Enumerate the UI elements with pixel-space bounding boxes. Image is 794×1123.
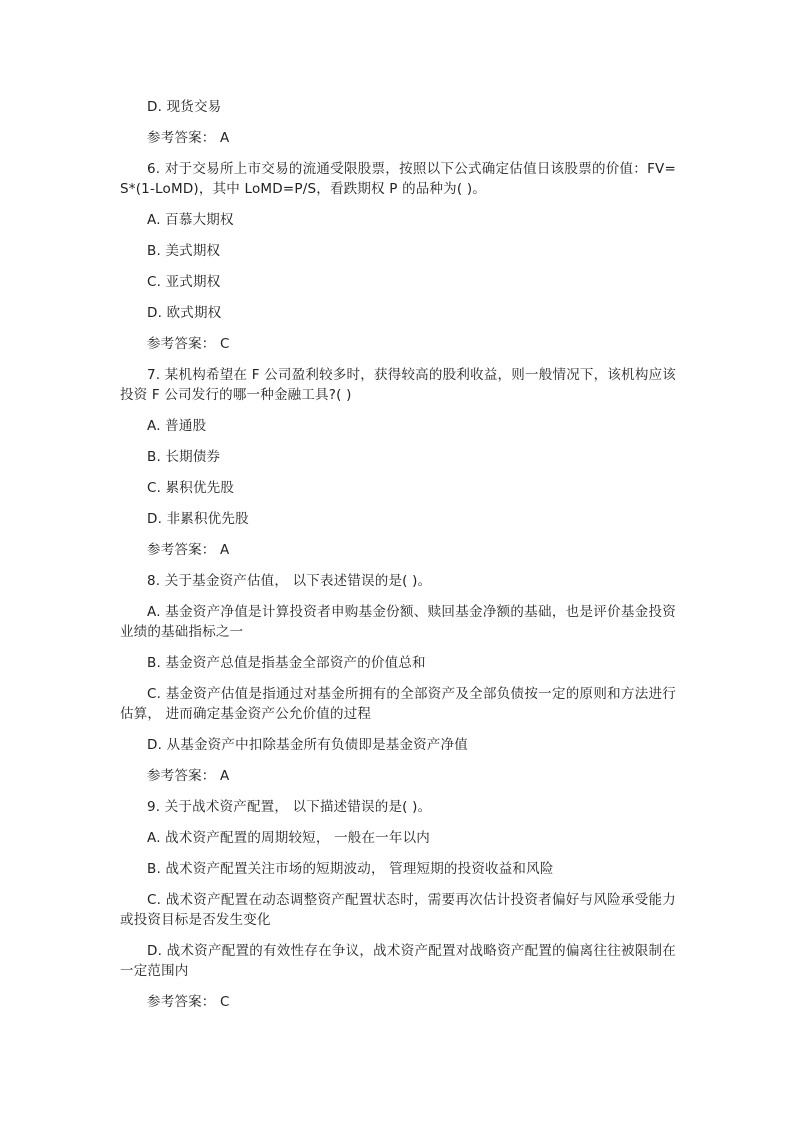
answer-q6: 参考答案： C — [147, 336, 230, 352]
option-d-q8: D. 从基金资产中扣除基金所有负债即是基金资产净值 — [147, 737, 468, 753]
option-a-q9: A. 战术资产配置的周期较短， 一般在一年以内 — [147, 830, 430, 846]
option-b-q8: B. 基金资产总值是指基金全部资产的价值总和 — [147, 655, 426, 671]
answer-q5: 参考答案： A — [147, 130, 230, 146]
answer-q8: 参考答案： A — [147, 768, 230, 784]
option-b-q7: B. 长期债券 — [147, 449, 221, 465]
option-a-q8: A. 基金资产净值是计算投资者申购基金份额、赎回基金净额的基础，也是评价基金投资业绩的基础指标之一 — [120, 604, 676, 640]
option-c-q9: C. 战术资产配置在动态调整资产配置状态时，需要再次估计投资者偏好与风险承受能力或投资目标是否发生变化 — [120, 892, 676, 928]
option-b-q6: B. 美式期权 — [147, 243, 221, 259]
option-c-q6: C. 亚式期权 — [147, 274, 221, 290]
option-c-q8: C. 基金资产估值是指通过对基金所拥有的全部资产及全部负债按一定的原则和方法进行估算， 进而确定基金资产公允价值的过程 — [120, 686, 676, 722]
option-b-q9: B. 战术资产配置关注市场的短期波动， 管理短期的投资收益和风险 — [147, 861, 554, 877]
option-c-q7: C. 累积优先股 — [147, 480, 235, 496]
question-9: 9. 关于战术资产配置， 以下描述错误的是( )。 — [147, 799, 432, 815]
option-d-q7: D. 非累积优先股 — [147, 511, 249, 527]
option-d-q5: D. 现货交易 — [147, 99, 222, 115]
option-a-q7: A. 普通股 — [147, 418, 207, 434]
question-8: 8. 关于基金资产估值， 以下表述错误的是( )。 — [147, 573, 432, 589]
document-page — [120, 97, 676, 1023]
question-7: 7. 某机构希望在 F 公司盈利较多时，获得较高的股利收益，则一般情况下，该机构应该投资 F 公司发行的哪一种金融工具?( ) — [120, 367, 676, 403]
answer-q9: 参考答案： C — [147, 994, 230, 1010]
option-d-q9: D. 战术资产配置的有效性存在争议，战术资产配置对战略资产配置的偏离往往被限制在一定范围内 — [120, 943, 676, 979]
option-a-q6: A. 百慕大期权 — [147, 212, 234, 228]
option-d-q6: D. 欧式期权 — [147, 305, 222, 321]
answer-q7: 参考答案： A — [147, 542, 230, 558]
question-6: 6. 对于交易所上市交易的流通受限股票，按照以下公式确定估值日该股票的价值：FV=S*(1-LoMD)，其中 LoMD=P/S，看跌期权 P 的品种为( )。 — [120, 161, 676, 197]
